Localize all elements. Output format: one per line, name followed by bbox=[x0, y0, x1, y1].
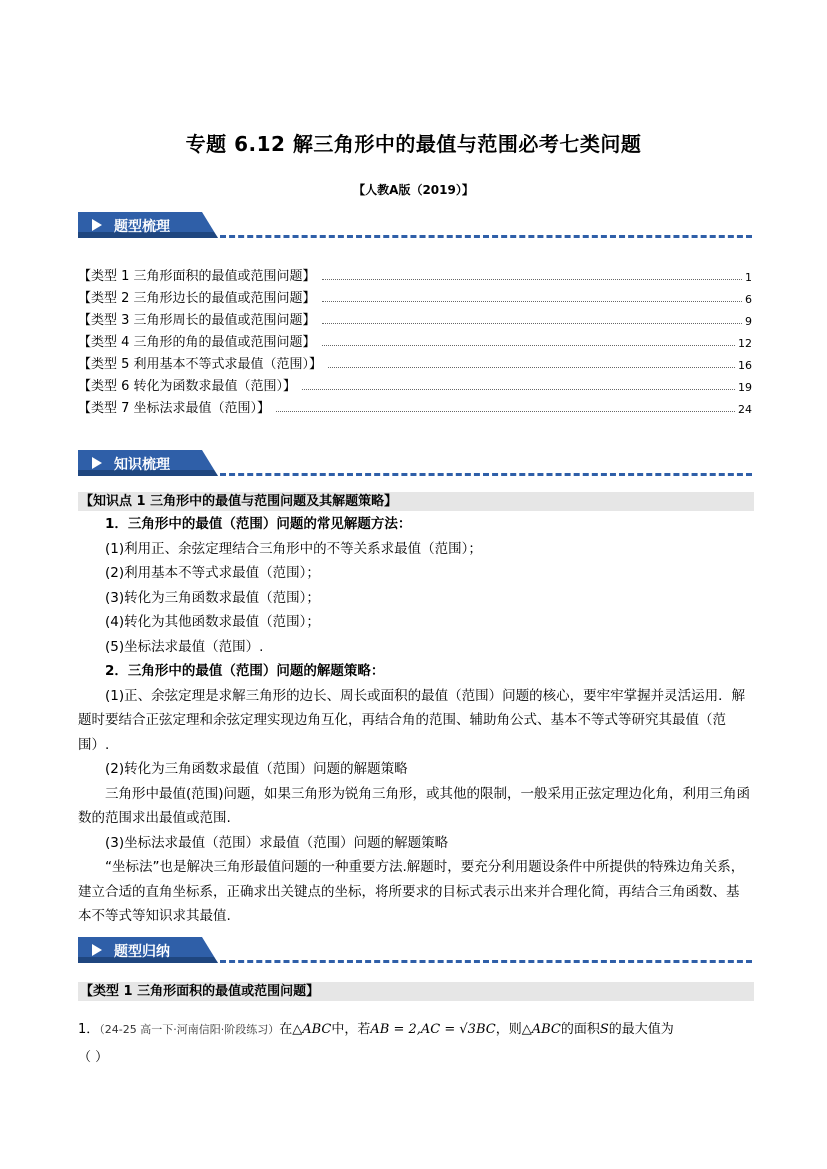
banner-tab bbox=[78, 937, 218, 963]
toc-item-page: 19 bbox=[738, 381, 752, 394]
toc-item-page: 9 bbox=[745, 315, 752, 328]
banner-tab bbox=[78, 212, 218, 238]
knowledge-body bbox=[78, 512, 752, 929]
toc-item[interactable] bbox=[78, 306, 752, 328]
banner-tab bbox=[78, 450, 218, 476]
toc-leader bbox=[322, 323, 742, 324]
knowledge-point-heading: 【知识点 1 三角形中的最值与范围问题及其解题策略】 bbox=[78, 492, 754, 511]
play-arrow-icon bbox=[92, 457, 102, 469]
knowledge-line: (3)坐标法求最值（范围）求最值（范围）问题的解题策略 bbox=[105, 834, 449, 851]
toc-item-page: 1 bbox=[745, 271, 752, 284]
question-source: （24-25 高一下·河南信阳·阶段练习） bbox=[99, 1023, 280, 1036]
table-of-contents bbox=[78, 262, 752, 416]
knowledge-line: (1)利用正、余弦定理结合三角形中的不等关系求最值（范围）； bbox=[105, 540, 482, 557]
banner-knowledge-outline bbox=[78, 450, 752, 476]
toc-leader bbox=[322, 301, 742, 302]
question-1 bbox=[78, 1016, 752, 1072]
question-text: 中，若 bbox=[331, 1022, 371, 1037]
toc-item-label: 【类型 1 三角形面积的最值或范围问题】 bbox=[78, 269, 316, 284]
triangle-name: ABC bbox=[531, 1022, 561, 1037]
banner-dash-line bbox=[220, 235, 752, 238]
play-arrow-icon bbox=[92, 944, 102, 956]
banner-dash-line bbox=[220, 473, 752, 476]
banner-types-summary bbox=[78, 937, 752, 963]
knowledge-line: 1．三角形中的最值（范围）问题的常见解题方法： bbox=[105, 516, 412, 532]
toc-leader bbox=[328, 367, 735, 368]
knowledge-line: (2)利用基本不等式求最值（范围）； bbox=[105, 565, 320, 581]
toc-item-label: 【类型 7 坐标法求最值（范围）】 bbox=[78, 401, 271, 416]
knowledge-paragraph: 三角形中最值(范围)问题，如果三角形为锐角三角形，或其他的限制，一般采用正弦定理边化角，利用三角函数的范围求出最值或范围. bbox=[78, 785, 751, 826]
question-text: 的面积 bbox=[560, 1022, 600, 1037]
play-arrow-icon bbox=[92, 219, 102, 231]
question-text: 在△ bbox=[279, 1022, 303, 1037]
toc-leader bbox=[276, 411, 735, 412]
banner-label: 题型归纳 bbox=[114, 944, 170, 960]
answer-blank[interactable]: （ ） bbox=[78, 1050, 109, 1065]
knowledge-line: (5)坐标法求最值（范围）. bbox=[105, 638, 264, 655]
toc-leader bbox=[322, 345, 735, 346]
question-condition: AB = 2,AC = √3BC bbox=[370, 1022, 496, 1037]
toc-leader bbox=[322, 279, 742, 280]
toc-item[interactable] bbox=[78, 394, 752, 416]
banner-label: 题型梳理 bbox=[114, 219, 170, 235]
question-number: 1． bbox=[78, 1022, 100, 1037]
toc-item-label: 【类型 2 三角形边长的最值或范围问题】 bbox=[78, 291, 316, 306]
type1-heading: 【类型 1 三角形面积的最值或范围问题】 bbox=[78, 982, 754, 1001]
knowledge-paragraph: (1)正、余弦定理是求解三角形的边长、周长或面积的最值（范围）问题的核心，要牢牢掌握并灵活运用．解题时要结合正弦定理和余弦定理实现边角互化，再结合角的范围、辅助角公式、基本不等式等研究其最值（范围）. bbox=[78, 687, 746, 753]
knowledge-line: 2．三角形中的最值（范围）问题的解题策略： bbox=[105, 663, 385, 679]
toc-item-page: 16 bbox=[738, 359, 752, 372]
edition-subtitle: 【人教A版（2019）】 bbox=[353, 183, 474, 197]
toc-item-page: 12 bbox=[738, 337, 752, 350]
area-symbol: S bbox=[599, 1022, 609, 1037]
toc-item-page: 24 bbox=[738, 403, 752, 416]
toc-item-label: 【类型 6 转化为函数求最值（范围）】 bbox=[78, 379, 297, 394]
toc-item[interactable] bbox=[78, 284, 752, 306]
toc-item-page: 6 bbox=[745, 293, 752, 306]
toc-item[interactable] bbox=[78, 372, 752, 394]
toc-item[interactable] bbox=[78, 350, 752, 372]
question-text: 的最大值为 bbox=[608, 1022, 674, 1037]
page-title: 专题 6.12 解三角形中的最值与范围必考七类问题 bbox=[185, 132, 642, 156]
toc-item-label: 【类型 3 三角形周长的最值或范围问题】 bbox=[78, 313, 316, 328]
knowledge-line: (2)转化为三角函数求最值（范围）问题的解题策略 bbox=[105, 761, 408, 777]
toc-item-label: 【类型 4 三角形的角的最值或范围问题】 bbox=[78, 335, 316, 350]
banner-label: 知识梳理 bbox=[114, 457, 170, 473]
toc-item-label: 【类型 5 利用基本不等式求最值（范围）】 bbox=[78, 357, 323, 372]
toc-item[interactable] bbox=[78, 328, 752, 350]
question-text: ，则△ bbox=[495, 1022, 532, 1037]
banner-types-outline bbox=[78, 212, 752, 238]
triangle-name: ABC bbox=[302, 1022, 332, 1037]
knowledge-paragraph: “坐标法”也是解决三角形最值问题的一种重要方法.解题时，要充分利用题设条件中所提供的特殊边角关系，建立合适的直角坐标系，正确求出关键点的坐标，将所要求的目标式表示出来并合理化简，再结合三角函数、基本不等式等知识求其最值. bbox=[78, 859, 745, 924]
banner-dash-line bbox=[220, 960, 752, 963]
knowledge-line: (4)转化为其他函数求最值（范围）； bbox=[105, 614, 320, 630]
toc-leader bbox=[302, 389, 735, 390]
knowledge-line: (3)转化为三角函数求最值（范围）； bbox=[105, 589, 320, 606]
toc-item[interactable] bbox=[78, 262, 752, 284]
